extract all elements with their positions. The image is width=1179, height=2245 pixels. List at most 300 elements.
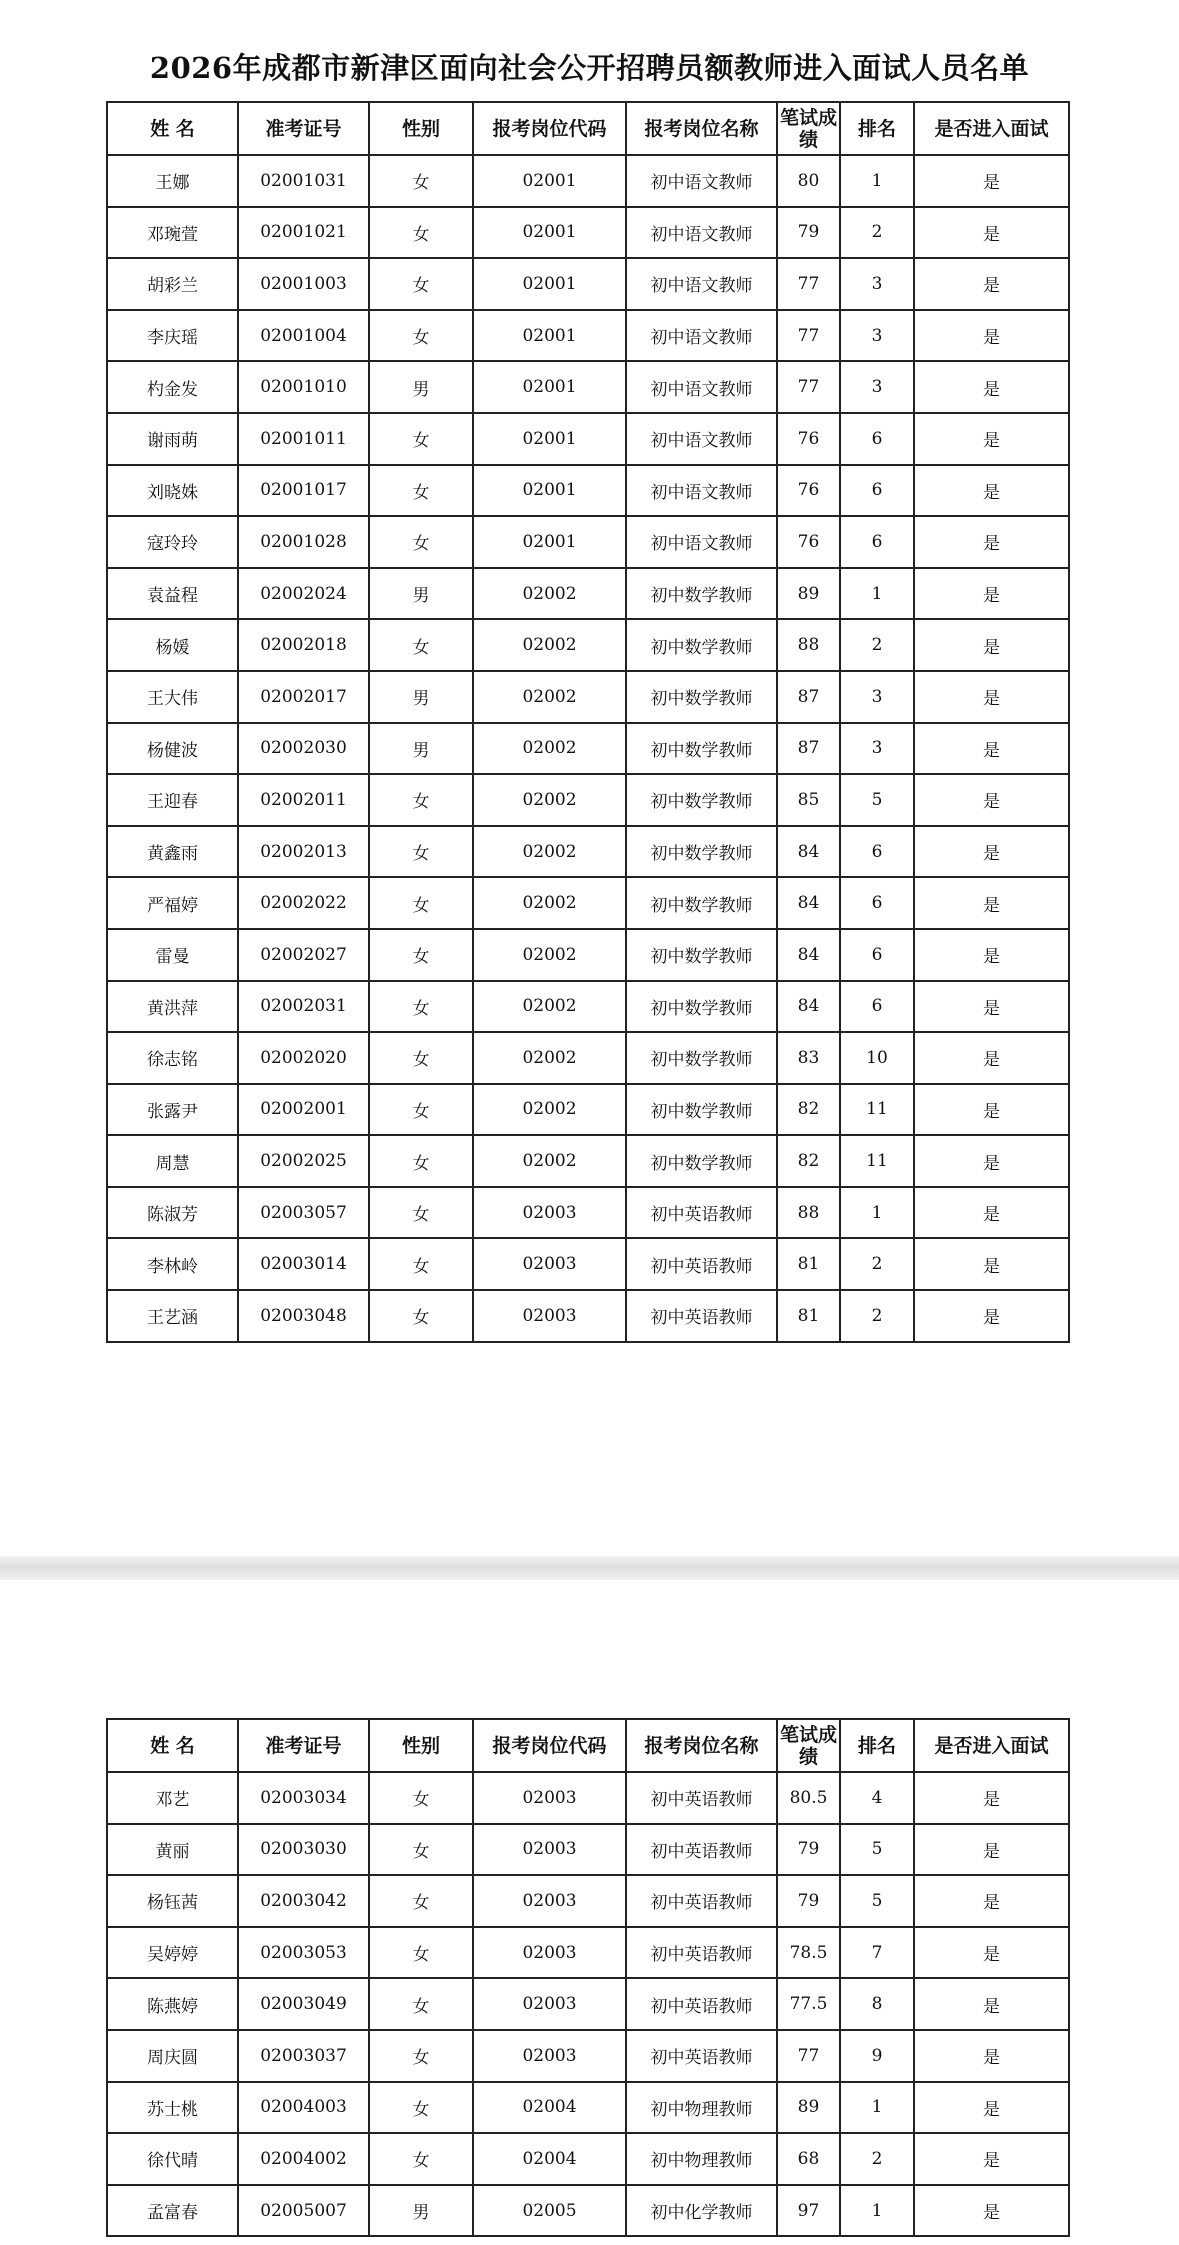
cell-rank: 6 <box>840 413 914 465</box>
cell-written-score: 84 <box>777 826 840 878</box>
cell-gender: 女 <box>369 774 473 826</box>
cell-position-code: 02002 <box>473 877 626 929</box>
cell-gender: 女 <box>369 619 473 671</box>
cell-position-name: 初中语文教师 <box>626 258 777 310</box>
cell-written-score: 97 <box>777 2185 840 2237</box>
cell-position-code: 02001 <box>473 207 626 259</box>
cell-position-code: 02001 <box>473 361 626 413</box>
cell-written-score: 79 <box>777 1875 840 1927</box>
cell-written-score: 79 <box>777 207 840 259</box>
cell-position-code: 02002 <box>473 619 626 671</box>
cell-interview-status: 是 <box>914 2185 1069 2237</box>
table-row <box>107 258 1069 310</box>
cell-interview-status: 是 <box>914 207 1069 259</box>
cell-position-code: 02001 <box>473 258 626 310</box>
cell-position-code: 02002 <box>473 1032 626 1084</box>
cell-position-code: 02001 <box>473 310 626 362</box>
cell-interview-status: 是 <box>914 877 1069 929</box>
cell-exam-id: 02002011 <box>238 774 369 826</box>
cell-position-name: 初中英语教师 <box>626 1238 777 1290</box>
cell-exam-id: 02003053 <box>238 1927 369 1979</box>
column-header-name: 姓 名 <box>107 102 238 155</box>
column-header-name: 姓 名 <box>107 1719 238 1772</box>
cell-rank: 4 <box>840 1772 914 1824</box>
cell-exam-id: 02003030 <box>238 1824 369 1876</box>
cell-exam-id: 02003014 <box>238 1238 369 1290</box>
cell-position-code: 02003 <box>473 1875 626 1927</box>
table-row <box>107 2133 1069 2185</box>
cell-position-name: 初中物理教师 <box>626 2082 777 2134</box>
cell-position-name: 初中语文教师 <box>626 516 777 568</box>
cell-position-code: 02005 <box>473 2185 626 2237</box>
cell-written-score: 88 <box>777 1187 840 1239</box>
cell-exam-id: 02001010 <box>238 361 369 413</box>
column-header-position-name: 报考岗位名称 <box>626 1719 777 1772</box>
cell-rank: 1 <box>840 2082 914 2134</box>
cell-exam-id: 02004003 <box>238 2082 369 2134</box>
cell-rank: 5 <box>840 1875 914 1927</box>
cell-rank: 7 <box>840 1927 914 1979</box>
cell-written-score: 82 <box>777 1135 840 1187</box>
cell-rank: 1 <box>840 155 914 207</box>
cell-interview-status: 是 <box>914 671 1069 723</box>
cell-rank: 1 <box>840 1187 914 1239</box>
cell-interview-status: 是 <box>914 981 1069 1033</box>
cell-gender: 女 <box>369 310 473 362</box>
cell-position-name: 初中英语教师 <box>626 1187 777 1239</box>
cell-written-score: 76 <box>777 516 840 568</box>
cell-interview-status: 是 <box>914 1084 1069 1136</box>
cell-exam-id: 02002030 <box>238 723 369 775</box>
table-row <box>107 877 1069 929</box>
cell-position-name: 初中语文教师 <box>626 207 777 259</box>
cell-position-name: 初中语文教师 <box>626 413 777 465</box>
cell-exam-id: 02005007 <box>238 2185 369 2237</box>
cell-name: 孟富春 <box>107 2185 238 2237</box>
cell-gender: 男 <box>369 361 473 413</box>
column-header-gender: 性别 <box>369 1719 473 1772</box>
cell-name: 王大伟 <box>107 671 238 723</box>
cell-written-score: 76 <box>777 465 840 517</box>
cell-position-code: 02003 <box>473 2030 626 2082</box>
cell-interview-status: 是 <box>914 516 1069 568</box>
cell-name: 黄洪萍 <box>107 981 238 1033</box>
cell-rank: 9 <box>840 2030 914 2082</box>
table-header-row <box>107 102 1069 155</box>
cell-position-name: 初中化学教师 <box>626 2185 777 2237</box>
cell-position-name: 初中语文教师 <box>626 361 777 413</box>
document-page-2 <box>0 1580 1179 2245</box>
cell-written-score: 77 <box>777 361 840 413</box>
cell-interview-status: 是 <box>914 568 1069 620</box>
cell-name: 周庆圆 <box>107 2030 238 2082</box>
cell-written-score: 88 <box>777 619 840 671</box>
cell-written-score: 84 <box>777 877 840 929</box>
cell-name: 谢雨萌 <box>107 413 238 465</box>
cell-gender: 女 <box>369 1290 473 1342</box>
column-header-rank: 排名 <box>840 102 914 155</box>
cell-position-code: 02003 <box>473 1927 626 1979</box>
table-row <box>107 1135 1069 1187</box>
cell-exam-id: 02003034 <box>238 1772 369 1824</box>
cell-rank: 3 <box>840 361 914 413</box>
cell-position-name: 初中数学教师 <box>626 568 777 620</box>
cell-gender: 男 <box>369 2185 473 2237</box>
table-row <box>107 671 1069 723</box>
cell-name: 陈燕婷 <box>107 1978 238 2030</box>
cell-name: 黄鑫雨 <box>107 826 238 878</box>
cell-name: 张露尹 <box>107 1084 238 1136</box>
cell-written-score: 87 <box>777 723 840 775</box>
table-row <box>107 826 1069 878</box>
cell-name: 李庆瑶 <box>107 310 238 362</box>
cell-position-name: 初中数学教师 <box>626 1084 777 1136</box>
cell-position-code: 02003 <box>473 1772 626 1824</box>
cell-interview-status: 是 <box>914 413 1069 465</box>
table-row <box>107 723 1069 775</box>
table-body-page-2 <box>107 1772 1069 2236</box>
column-header-interview-status: 是否进入面试 <box>914 1719 1069 1772</box>
cell-rank: 1 <box>840 568 914 620</box>
cell-written-score: 76 <box>777 413 840 465</box>
table-row <box>107 981 1069 1033</box>
cell-name: 邓艺 <box>107 1772 238 1824</box>
cell-interview-status: 是 <box>914 258 1069 310</box>
table-row <box>107 413 1069 465</box>
cell-rank: 6 <box>840 516 914 568</box>
cell-exam-id: 02001004 <box>238 310 369 362</box>
cell-gender: 女 <box>369 516 473 568</box>
cell-exam-id: 02003048 <box>238 1290 369 1342</box>
cell-gender: 女 <box>369 1032 473 1084</box>
cell-position-name: 初中数学教师 <box>626 723 777 775</box>
cell-position-name: 初中物理教师 <box>626 2133 777 2185</box>
cell-written-score: 80.5 <box>777 1772 840 1824</box>
cell-written-score: 68 <box>777 2133 840 2185</box>
cell-position-code: 02001 <box>473 516 626 568</box>
cell-written-score: 89 <box>777 568 840 620</box>
cell-exam-id: 02002031 <box>238 981 369 1033</box>
cell-name: 吴婷婷 <box>107 1927 238 1979</box>
cell-rank: 3 <box>840 671 914 723</box>
cell-gender: 女 <box>369 258 473 310</box>
table-row <box>107 568 1069 620</box>
cell-name: 袁益程 <box>107 568 238 620</box>
cell-exam-id: 02002018 <box>238 619 369 671</box>
cell-gender: 女 <box>369 1927 473 1979</box>
cell-position-name: 初中数学教师 <box>626 1032 777 1084</box>
cell-position-code: 02003 <box>473 1978 626 2030</box>
table-row <box>107 1978 1069 2030</box>
cell-position-name: 初中数学教师 <box>626 619 777 671</box>
cell-name: 杨钰茜 <box>107 1875 238 1927</box>
cell-rank: 5 <box>840 1824 914 1876</box>
table-row <box>107 1772 1069 1824</box>
table-row <box>107 2185 1069 2237</box>
cell-name: 邓琬萱 <box>107 207 238 259</box>
cell-rank: 3 <box>840 258 914 310</box>
cell-interview-status: 是 <box>914 1238 1069 1290</box>
cell-written-score: 77.5 <box>777 1978 840 2030</box>
cell-position-name: 初中英语教师 <box>626 1875 777 1927</box>
table-row <box>107 516 1069 568</box>
cell-position-code: 02001 <box>473 413 626 465</box>
cell-rank: 2 <box>840 619 914 671</box>
cell-interview-status: 是 <box>914 310 1069 362</box>
table-body-page-1 <box>107 155 1069 1342</box>
cell-gender: 女 <box>369 155 473 207</box>
cell-name: 徐代晴 <box>107 2133 238 2185</box>
cell-position-name: 初中英语教师 <box>626 1927 777 1979</box>
cell-position-name: 初中数学教师 <box>626 877 777 929</box>
cell-exam-id: 02003057 <box>238 1187 369 1239</box>
cell-position-code: 02004 <box>473 2082 626 2134</box>
table-row <box>107 1187 1069 1239</box>
cell-exam-id: 02002022 <box>238 877 369 929</box>
table-row <box>107 2082 1069 2134</box>
cell-position-code: 02004 <box>473 2133 626 2185</box>
cell-gender: 男 <box>369 568 473 620</box>
cell-rank: 6 <box>840 929 914 981</box>
cell-name: 黄丽 <box>107 1824 238 1876</box>
cell-position-code: 02003 <box>473 1824 626 1876</box>
cell-exam-id: 02004002 <box>238 2133 369 2185</box>
cell-interview-status: 是 <box>914 1927 1069 1979</box>
cell-exam-id: 02002024 <box>238 568 369 620</box>
cell-interview-status: 是 <box>914 1772 1069 1824</box>
cell-gender: 女 <box>369 1875 473 1927</box>
table-row <box>107 361 1069 413</box>
cell-name: 李林岭 <box>107 1238 238 1290</box>
cell-position-code: 02002 <box>473 1135 626 1187</box>
cell-name: 杨媛 <box>107 619 238 671</box>
cell-gender: 女 <box>369 1978 473 2030</box>
cell-written-score: 78.5 <box>777 1927 840 1979</box>
cell-exam-id: 02002025 <box>238 1135 369 1187</box>
cell-gender: 男 <box>369 723 473 775</box>
cell-position-code: 02003 <box>473 1187 626 1239</box>
cell-position-name: 初中语文教师 <box>626 465 777 517</box>
cell-rank: 3 <box>840 310 914 362</box>
cell-interview-status: 是 <box>914 1290 1069 1342</box>
cell-interview-status: 是 <box>914 929 1069 981</box>
cell-gender: 女 <box>369 1238 473 1290</box>
cell-written-score: 84 <box>777 929 840 981</box>
cell-position-name: 初中语文教师 <box>626 155 777 207</box>
table-row <box>107 1084 1069 1136</box>
cell-position-name: 初中数学教师 <box>626 826 777 878</box>
cell-exam-id: 02003049 <box>238 1978 369 2030</box>
column-header-rank: 排名 <box>840 1719 914 1772</box>
cell-interview-status: 是 <box>914 2133 1069 2185</box>
cell-exam-id: 02001017 <box>238 465 369 517</box>
cell-position-name: 初中数学教师 <box>626 774 777 826</box>
cell-gender: 女 <box>369 826 473 878</box>
cell-gender: 女 <box>369 207 473 259</box>
table-row <box>107 619 1069 671</box>
cell-interview-status: 是 <box>914 465 1069 517</box>
cell-interview-status: 是 <box>914 723 1069 775</box>
cell-written-score: 82 <box>777 1084 840 1136</box>
cell-position-name: 初中英语教师 <box>626 1978 777 2030</box>
cell-position-code: 02002 <box>473 826 626 878</box>
cell-rank: 6 <box>840 826 914 878</box>
cell-exam-id: 02003037 <box>238 2030 369 2082</box>
cell-name: 王艺涵 <box>107 1290 238 1342</box>
cell-position-name: 初中英语教师 <box>626 2030 777 2082</box>
cell-position-name: 初中英语教师 <box>626 1824 777 1876</box>
table-row <box>107 1875 1069 1927</box>
cell-rank: 10 <box>840 1032 914 1084</box>
cell-position-code: 02002 <box>473 774 626 826</box>
cell-rank: 11 <box>840 1135 914 1187</box>
column-header-position-code: 报考岗位代码 <box>473 102 626 155</box>
cell-position-code: 02002 <box>473 671 626 723</box>
cell-written-score: 77 <box>777 258 840 310</box>
cell-gender: 女 <box>369 1772 473 1824</box>
cell-exam-id: 02002017 <box>238 671 369 723</box>
cell-interview-status: 是 <box>914 1824 1069 1876</box>
cell-gender: 女 <box>369 465 473 517</box>
cell-position-name: 初中语文教师 <box>626 310 777 362</box>
cell-position-name: 初中英语教师 <box>626 1290 777 1342</box>
cell-interview-status: 是 <box>914 826 1069 878</box>
page-separator <box>0 1556 1179 1580</box>
cell-gender: 女 <box>369 1187 473 1239</box>
column-header-gender: 性别 <box>369 102 473 155</box>
column-header-position-code: 报考岗位代码 <box>473 1719 626 1772</box>
cell-interview-status: 是 <box>914 1875 1069 1927</box>
cell-written-score: 77 <box>777 2030 840 2082</box>
cell-position-code: 02002 <box>473 1084 626 1136</box>
cell-written-score: 81 <box>777 1290 840 1342</box>
cell-interview-status: 是 <box>914 2030 1069 2082</box>
column-header-exam-id: 准考证号 <box>238 1719 369 1772</box>
column-header-written-score: 笔试成绩 <box>777 1719 840 1772</box>
cell-rank: 1 <box>840 2185 914 2237</box>
column-header-position-name: 报考岗位名称 <box>626 102 777 155</box>
cell-written-score: 85 <box>777 774 840 826</box>
cell-exam-id: 02001011 <box>238 413 369 465</box>
table-row <box>107 774 1069 826</box>
table-row <box>107 465 1069 517</box>
cell-exam-id: 02001031 <box>238 155 369 207</box>
table-row <box>107 1927 1069 1979</box>
cell-exam-id: 02002020 <box>238 1032 369 1084</box>
cell-rank: 2 <box>840 2133 914 2185</box>
cell-name: 徐志铭 <box>107 1032 238 1084</box>
cell-interview-status: 是 <box>914 2082 1069 2134</box>
cell-written-score: 80 <box>777 155 840 207</box>
cell-rank: 5 <box>840 774 914 826</box>
cell-gender: 男 <box>369 671 473 723</box>
table-row <box>107 1824 1069 1876</box>
column-header-exam-id: 准考证号 <box>238 102 369 155</box>
cell-interview-status: 是 <box>914 774 1069 826</box>
cell-gender: 女 <box>369 929 473 981</box>
cell-interview-status: 是 <box>914 1978 1069 2030</box>
cell-position-code: 02002 <box>473 568 626 620</box>
cell-rank: 6 <box>840 877 914 929</box>
table-row <box>107 1290 1069 1342</box>
cell-exam-id: 02003042 <box>238 1875 369 1927</box>
cell-name: 寇玲玲 <box>107 516 238 568</box>
cell-position-code: 02002 <box>473 723 626 775</box>
cell-name: 严福婷 <box>107 877 238 929</box>
cell-position-code: 02001 <box>473 465 626 517</box>
column-header-written-score: 笔试成绩 <box>777 102 840 155</box>
cell-position-name: 初中数学教师 <box>626 671 777 723</box>
cell-exam-id: 02001021 <box>238 207 369 259</box>
cell-position-code: 02002 <box>473 981 626 1033</box>
cell-name: 苏士桃 <box>107 2082 238 2134</box>
cell-position-name: 初中数学教师 <box>626 929 777 981</box>
cell-interview-status: 是 <box>914 155 1069 207</box>
cell-interview-status: 是 <box>914 1135 1069 1187</box>
cell-rank: 2 <box>840 1238 914 1290</box>
cell-interview-status: 是 <box>914 1187 1069 1239</box>
table-row <box>107 2030 1069 2082</box>
cell-exam-id: 02001003 <box>238 258 369 310</box>
cell-name: 刘晓姝 <box>107 465 238 517</box>
cell-name: 王娜 <box>107 155 238 207</box>
cell-rank: 11 <box>840 1084 914 1136</box>
cell-name: 杓金发 <box>107 361 238 413</box>
cell-exam-id: 02002013 <box>238 826 369 878</box>
cell-rank: 3 <box>840 723 914 775</box>
cell-interview-status: 是 <box>914 1032 1069 1084</box>
cell-rank: 2 <box>840 207 914 259</box>
cell-gender: 女 <box>369 2082 473 2134</box>
table-header-row <box>107 1719 1069 1772</box>
cell-interview-status: 是 <box>914 619 1069 671</box>
cell-written-score: 77 <box>777 310 840 362</box>
table-row <box>107 1238 1069 1290</box>
interview-list-table-continued <box>106 1718 1070 2237</box>
document-title: 2026年成都市新津区面向社会公开招聘员额教师进入面试人员名单 <box>149 51 1030 85</box>
table-row <box>107 207 1069 259</box>
cell-rank: 8 <box>840 1978 914 2030</box>
cell-written-score: 89 <box>777 2082 840 2134</box>
cell-gender: 女 <box>369 1824 473 1876</box>
cell-rank: 6 <box>840 981 914 1033</box>
cell-rank: 6 <box>840 465 914 517</box>
table-row <box>107 929 1069 981</box>
cell-name: 杨健波 <box>107 723 238 775</box>
cell-gender: 女 <box>369 2133 473 2185</box>
cell-position-name: 初中数学教师 <box>626 1135 777 1187</box>
cell-position-name: 初中英语教师 <box>626 1772 777 1824</box>
cell-interview-status: 是 <box>914 361 1069 413</box>
cell-written-score: 79 <box>777 1824 840 1876</box>
cell-written-score: 87 <box>777 671 840 723</box>
cell-name: 周慧 <box>107 1135 238 1187</box>
cell-written-score: 83 <box>777 1032 840 1084</box>
cell-exam-id: 02002001 <box>238 1084 369 1136</box>
cell-name: 陈淑芳 <box>107 1187 238 1239</box>
cell-rank: 2 <box>840 1290 914 1342</box>
table-row <box>107 310 1069 362</box>
cell-name: 雷曼 <box>107 929 238 981</box>
interview-list-table <box>106 101 1070 1343</box>
cell-exam-id: 02001028 <box>238 516 369 568</box>
cell-exam-id: 02002027 <box>238 929 369 981</box>
cell-name: 王迎春 <box>107 774 238 826</box>
cell-name: 胡彩兰 <box>107 258 238 310</box>
table-row <box>107 155 1069 207</box>
cell-gender: 女 <box>369 2030 473 2082</box>
cell-gender: 女 <box>369 1135 473 1187</box>
